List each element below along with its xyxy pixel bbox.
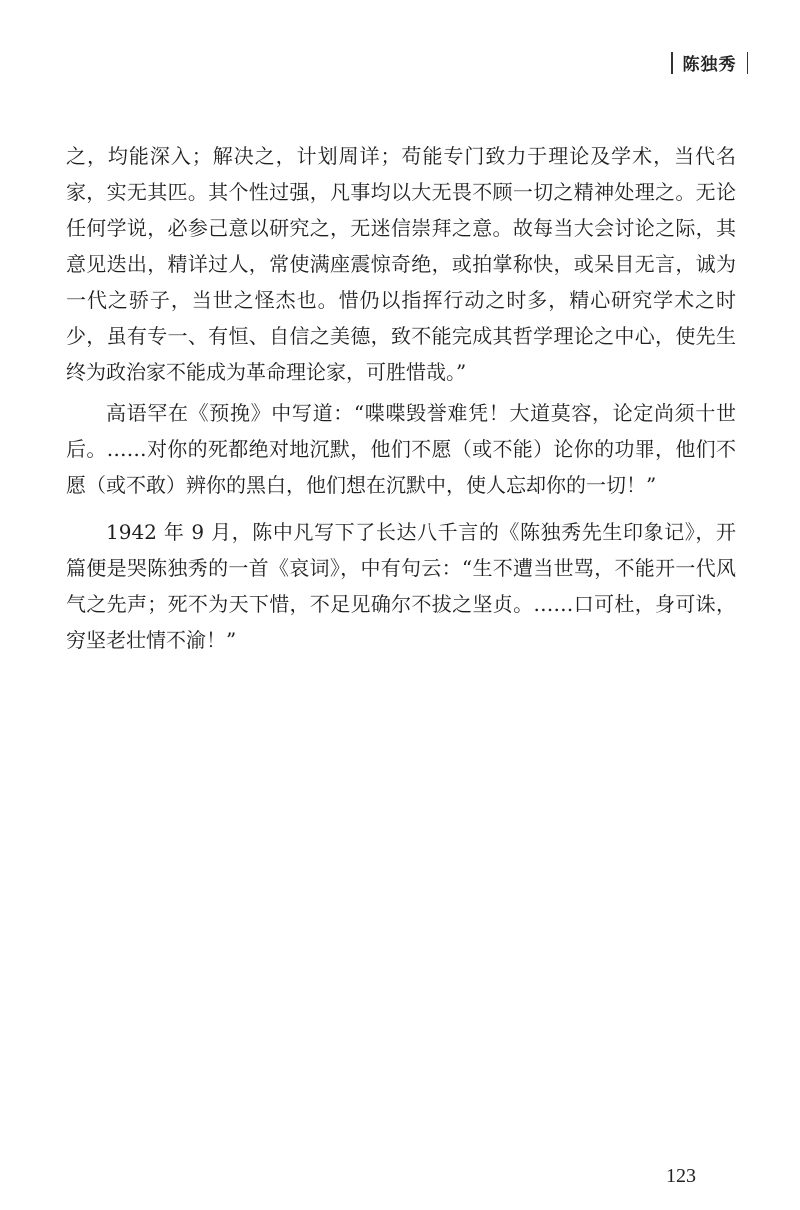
paragraph-gao-yuhan: 高语罕在《预挽》中写道：“喋喋毁誉难凭！大道莫容，论定尚须十世后。……对你的死都绝对地沉默，他们不愿（或不能）论你的功罪，他们不愿（或不敢）辨你的黑白，他们想在沉默中，使人忘却你的一切！” (66, 401, 736, 497)
running-header (661, 50, 758, 75)
running-title: 陈独秀 (682, 55, 737, 75)
header-divider-left (671, 52, 673, 74)
page-number: 123 (666, 1165, 696, 1187)
paragraph-quote-continuation: 之，均能深入；解决之，计划周详；苟能专门致力于理论及学术，当代名家，实无其匹。其个性过强，凡事均以大无畏不顾一切之精神处理之。无论任何学说，必参己意以研究之，无迷信崇拜之意。故每当大会讨论之际，其意见迭出，精详过人，常使满座震惊奇绝，或拍掌称快，或呆目无言，诚为一代之骄子，当世之怪杰也。惜仍以指挥行动之时多，精心研究学术之时少，虽有专一、有恒、自信之美德，致不能完成其哲学理论之中心，使先生终为政治家不能成为革命理论家，可胜惜哉。” (66, 144, 736, 384)
header-divider-right (747, 52, 749, 74)
paragraph-chen-zhongfan: 1942 年 9 月，陈中凡写下了长达八千言的《陈独秀先生印象记》，开篇便是哭陈独秀的一首《哀词》，中有句云：“生不遭当世骂，不能开一代风气之先声；死不为天下惜，不足见确尔不拔之坚贞。……口可杜，身可诛，穷坚老壮情不渝！” (66, 520, 736, 652)
